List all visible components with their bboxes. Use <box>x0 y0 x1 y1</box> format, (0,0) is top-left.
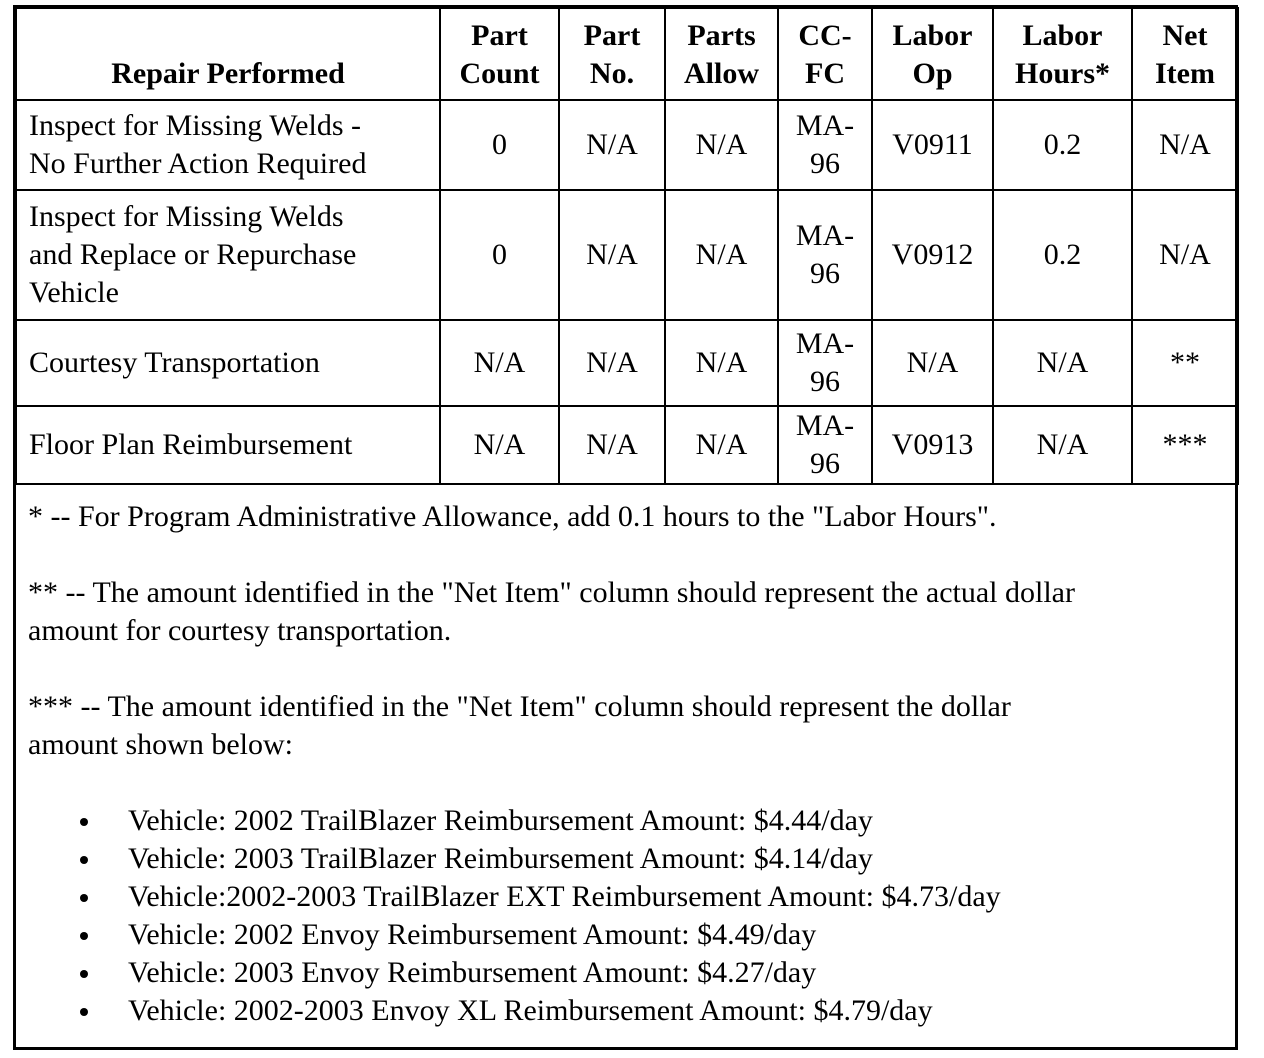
parts-allow-cell: N/A <box>665 406 778 484</box>
list-item: Vehicle: 2002 TrailBlazer Reimbursement Amount: $4.44/day <box>128 804 873 837</box>
ccfc-cell: MA- 96 <box>778 406 872 484</box>
header-part-no: Part No. <box>559 8 665 100</box>
net-item-cell: N/A <box>1132 190 1238 320</box>
labor-op-cell: V0911 <box>872 100 993 190</box>
table-row <box>16 320 1238 406</box>
net-item-cell: N/A <box>1132 100 1238 190</box>
list-item: Vehicle:2002-2003 TrailBlazer EXT Reimbursement Amount: $4.73/day <box>128 880 1001 913</box>
part-no-cell: N/A <box>559 320 665 406</box>
repair-table <box>15 7 1239 485</box>
part-count-cell: N/A <box>440 320 559 406</box>
header-labor-hours: Labor Hours* <box>993 8 1132 100</box>
note-labor-hours: * -- For Program Administrative Allowance, add 0.1 hours to the "Labor Hours". <box>28 500 997 533</box>
labor-op-cell: N/A <box>872 320 993 406</box>
table-row <box>16 406 1238 484</box>
part-count-cell: 0 <box>440 190 559 320</box>
parts-allow-cell: N/A <box>665 100 778 190</box>
labor-hours-cell: 0.2 <box>993 190 1132 320</box>
net-item-cell: ** <box>1132 320 1238 406</box>
header-ccfc: CC- FC <box>778 8 872 100</box>
header-net-item: Net Item <box>1132 8 1238 100</box>
parts-allow-cell: N/A <box>665 190 778 320</box>
repair-cell: Inspect for Missing Welds and Replace or Repurchase Vehicle <box>16 190 440 320</box>
header-part-count: Part Count <box>440 8 559 100</box>
table-row <box>16 190 1238 320</box>
document-frame <box>13 5 1238 1050</box>
labor-op-cell: V0912 <box>872 190 993 320</box>
part-no-cell: N/A <box>559 100 665 190</box>
labor-hours-cell: 0.2 <box>993 100 1132 190</box>
footnotes <box>28 498 1218 1030</box>
part-no-cell: N/A <box>559 190 665 320</box>
parts-allow-cell: N/A <box>665 320 778 406</box>
header-repair-performed: Repair Performed <box>16 8 440 100</box>
list-item: Vehicle: 2003 Envoy Reimbursement Amount: $4.27/day <box>128 956 817 989</box>
part-count-cell: N/A <box>440 406 559 484</box>
table-header-row <box>16 8 1238 100</box>
labor-hours-cell: N/A <box>993 406 1132 484</box>
ccfc-cell: MA- 96 <box>778 190 872 320</box>
repair-cell: Floor Plan Reimbursement <box>16 406 440 484</box>
list-item: Vehicle: 2002-2003 Envoy XL Reimbursement Amount: $4.79/day <box>128 994 933 1027</box>
list-item: Vehicle: 2003 TrailBlazer Reimbursement Amount: $4.14/day <box>128 842 873 875</box>
ccfc-cell: MA- 96 <box>778 320 872 406</box>
repair-cell: Courtesy Transportation <box>16 320 440 406</box>
ccfc-cell: MA- 96 <box>778 100 872 190</box>
table-row <box>16 100 1238 190</box>
list-item: Vehicle: 2002 Envoy Reimbursement Amount: $4.49/day <box>128 918 817 951</box>
reimbursement-list <box>28 802 1218 1030</box>
part-no-cell: N/A <box>559 406 665 484</box>
repair-cell: Inspect for Missing Welds - No Further Action Required <box>16 100 440 190</box>
note-floor-plan: *** -- The amount identified in the "Net Item" column should represent the dollar amount shown below: <box>28 690 1011 761</box>
header-parts-allow: Parts Allow <box>665 8 778 100</box>
net-item-cell: *** <box>1132 406 1238 484</box>
part-count-cell: 0 <box>440 100 559 190</box>
labor-hours-cell: N/A <box>993 320 1132 406</box>
note-courtesy-transportation: ** -- The amount identified in the "Net Item" column should represent the actual dollar amount for courtesy transportation. <box>28 576 1075 647</box>
header-labor-op: Labor Op <box>872 8 993 100</box>
labor-op-cell: V0913 <box>872 406 993 484</box>
